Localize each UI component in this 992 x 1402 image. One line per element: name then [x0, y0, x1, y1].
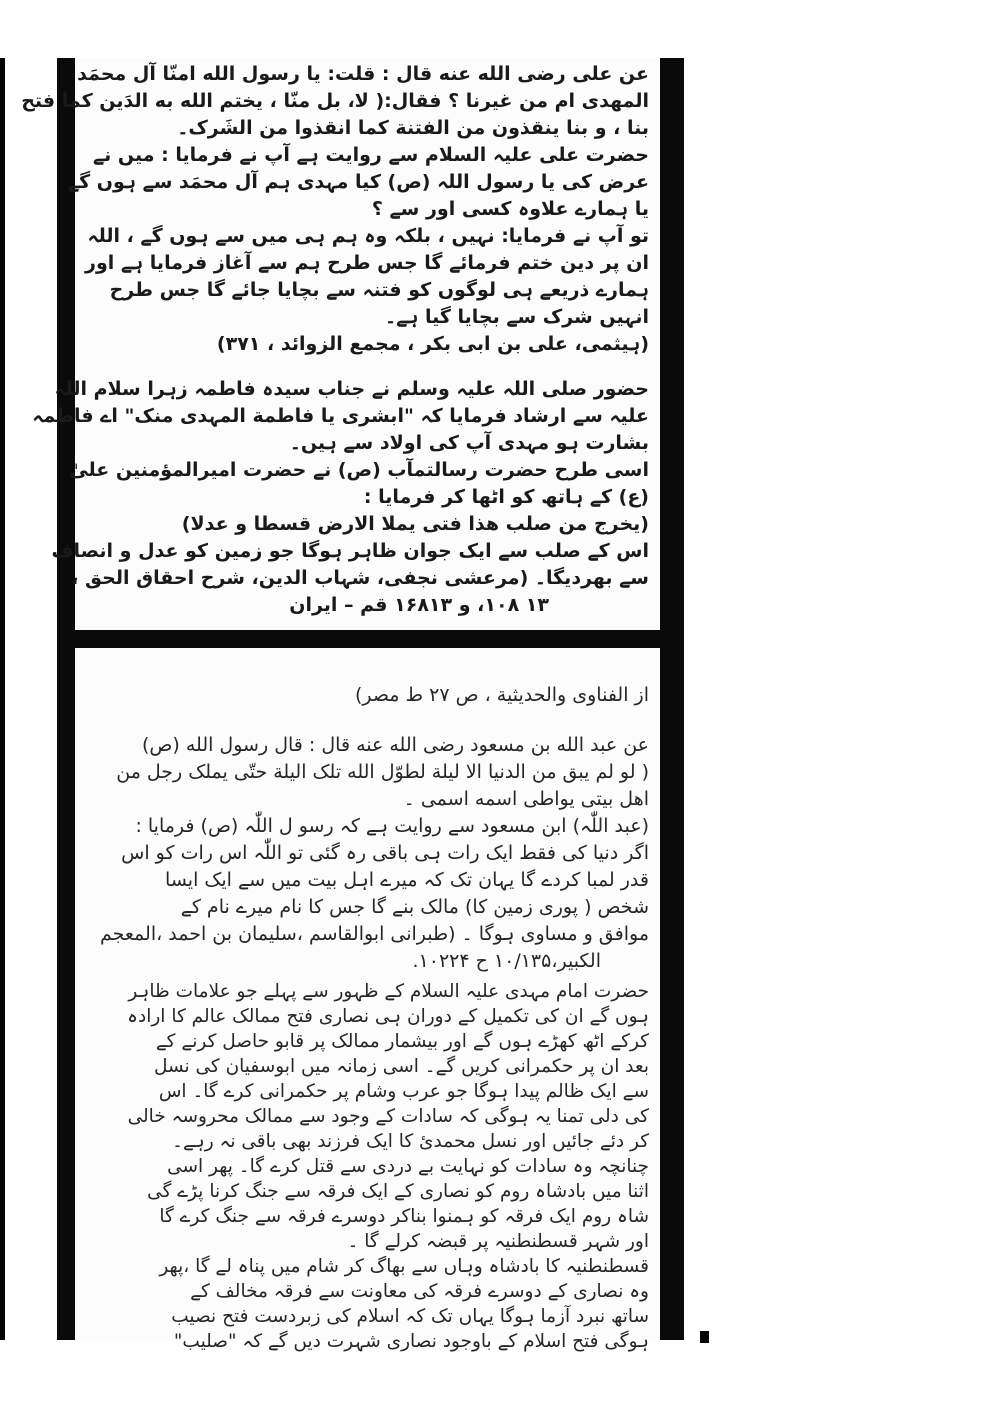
text-line: حضرت امام مہدی علیہ السلام کے ظہور سے پہلے جو علامات ظاہر — [128, 981, 649, 1002]
text-line: ہوں گے ان کی تکمیل کے دوران ہی نصاری فتح ممالک عالم کا ارادہ — [127, 1006, 649, 1027]
paragraph-signs-of-zuhur — [105, 979, 649, 1354]
text-line: یا ہمارے علاوہ کسی اور سے ؟ — [371, 198, 649, 220]
text-line: کی دلی تمنا یہ ہوگی کہ سادات کے وجود سے ممالک محروسہ خالی — [127, 1106, 649, 1127]
text-line: کر دئے جائیں اور نسل محمدیٔ کا ایک فرزند بھی باقی نہ رہے۔ — [172, 1131, 649, 1152]
citation-line: از الفناوی والحدیثیة ، ص ۲۷ ط مصر) — [354, 684, 649, 706]
text-line: عرض کی یا رسول اللہ (ص) کیا مہدی ہم آل محمَد سے ہوں گے — [67, 171, 649, 193]
paragraph-hadith-ibn-masud — [99, 732, 649, 975]
text-line: چنانچہ وہ سادات کو نہایت بے دردی سے قتل کرے گا۔ پھر اسی — [167, 1156, 649, 1177]
paragraph-fatima-bisharat — [32, 376, 649, 619]
scan-page-1 — [21, 58, 660, 630]
page1-text-column — [21, 58, 660, 619]
text-line: اهل بیتی یواطی اسمه اسمی ۔ — [403, 788, 649, 810]
text-line: سے بھردیگا۔ (مرعشی نجفی، شہاب الدین، شرح احقاق الحق ، — [71, 567, 649, 589]
text-line: ساتھ نبرد آزما ہوگا یہاں تک کہ اسلام کی زبردست فتح نصیب — [171, 1306, 649, 1327]
text-line: حضرت علی علیہ السلام سے روایت ہے آپ نے فرمایا : میں نے — [93, 144, 649, 166]
scan-artifact-mark — [700, 1331, 709, 1343]
text-line: موافق و مساوی ہوگا ۔ (طبرانی ابوالقاسم ،سلیمان بن احمد ،المعجم — [99, 923, 649, 945]
clipped-text-line: ہوگی فتح اسلام کے باوجود نصاری شہرت دیں گے کہ "صلیب" — [173, 1331, 649, 1352]
text-line: اس کے صلب سے ایک جوان ظاہر ہوگا جو زمین کو عدل و انصاف — [51, 540, 649, 562]
scan-edge-strip — [0, 58, 5, 1340]
text-line: بشارت ہو مہدی آپ کی اولاد سے ہیں۔ — [289, 432, 649, 454]
text-line: اگر دنیا کی فقط ایک رات ہی باقی رہ گئی تو اللّٰہ اس رات کو اس — [121, 842, 649, 864]
text-line: عن عبد الله بن مسعود رضی الله عنه قال : قال رسول الله (ص) — [142, 734, 649, 756]
paragraph-hadith-ali — [21, 61, 649, 358]
scan-binding-area — [21, 58, 684, 1352]
text-line: شاہ روم ایک فرقہ کو ہمنوا بناکر دوسرے فرقہ سے جنگ کرے گا — [159, 1206, 649, 1227]
citation-line: (ہیثمی، علی بن ابی بکر ، مجمع الزوائد ، ۳۷۱) — [216, 333, 649, 355]
text-line: قسطنطنیہ کا بادشاہ وہاں سے بھاگ کر شام میں پناہ لے گا ،پھر — [159, 1256, 649, 1277]
citation-line: الکبیر،۱۰/۱۳۵ ح ۱۰۲۲۴. — [412, 950, 601, 972]
citation-line: ۱۳ ۱۰۸، و ۱۶۸۱۳ قم – ایران — [289, 594, 549, 616]
text-line: قدر لمبا کردے گا یہان تک کہ میرے اہل بیت میں سے ایک ایسا — [165, 869, 649, 891]
text-line: المهدی ام من غیرنا ؟ فقال:( لا، بل منّا ، یختم الله به الدَین کما فتح — [21, 90, 649, 112]
text-line: ان پر دین ختم فرمائے گا جس طرح ہم سے آغاز فرمایا ہے اور — [85, 252, 649, 274]
text-line: سے ایک ظالم پیدا ہوگا جو عرب وشام پر حکمرانی کرے گا۔ اس — [158, 1081, 649, 1102]
scan-page-2 — [75, 648, 660, 1352]
text-line: کرکے اٹھ کھڑے ہوں گے اور بیشمار ممالک پر قابو حاصل کرنے کے — [155, 1031, 649, 1052]
text-line: اور شہر قسطنطنیہ پر قبضہ کرلے گا ۔ — [347, 1231, 649, 1252]
text-line: ( لو لم یبق من الدنیا الا لیلة لطوّل الله تلک الیلة حتّی یملک رجل من — [116, 761, 649, 783]
paragraph-source-header — [105, 682, 649, 709]
text-line: اسی طرح حضرت رسالتمآب (ص) نے حضرت امیرالمؤمنین علیٰ — [69, 459, 649, 481]
text-line: انہیں شرک سے بچایا گیا ہے۔ — [384, 306, 649, 328]
text-line: ہمارے ذریعے ہی لوگوں کو فتنہ سے بچایا جائے گا جس طرح — [109, 279, 649, 301]
text-line: حضور صلی اللہ علیہ وسلم نے جناب سیدہ فاطمہ زہرا سلام اللہ — [54, 378, 649, 400]
text-line: تو آپ نے فرمایا: نہیں ، بلکہ وہ ہم ہی میں سے ہوں گے ، اللہ — [87, 225, 649, 247]
text-line: وہ نصاری کے دوسرے فرقہ کی معاونت سے فرقہ مخالف کے — [190, 1281, 649, 1302]
text-line: (عبد اللّٰہ) ابن مسعود سے روایت ہے کہ رسو ل اللّٰہ (ص) فرمایا : — [135, 815, 649, 837]
text-line: بعد ان پر حکمرانی کریں گے۔ اسی زمانہ میں ابوسفیان کی نسل — [153, 1056, 649, 1077]
text-line: (یخرج من صلب هذا فتی یملا الارض قسطا و عدلا) — [181, 513, 649, 535]
text-line: علیہ سے ارشاد فرمایا کہ "ابشری یا فاطمة المہدی منک" اے فاطمہ — [32, 405, 649, 427]
text-line: شخص ( پوری زمین کا) مالک بنے گا جس کا نام میرے نام کے — [180, 896, 649, 918]
text-line: عن علی رضی الله عنه قال : قلت: یا رسول الله امنّا آل محمَد — [77, 63, 649, 85]
text-line: بنا ، و بنا ینقذون من الفتنة کما انقذوا من الشَرک۔ — [177, 117, 649, 139]
text-line: اثنا میں بادشاہ روم کو نصاری کے ایک فرقہ سے جنگ کرنا پڑے گی — [147, 1181, 649, 1202]
text-line: (ع) کے ہاتھ کو اٹھا کر فرمایا : — [363, 486, 649, 508]
page2-text-column — [75, 648, 660, 1354]
